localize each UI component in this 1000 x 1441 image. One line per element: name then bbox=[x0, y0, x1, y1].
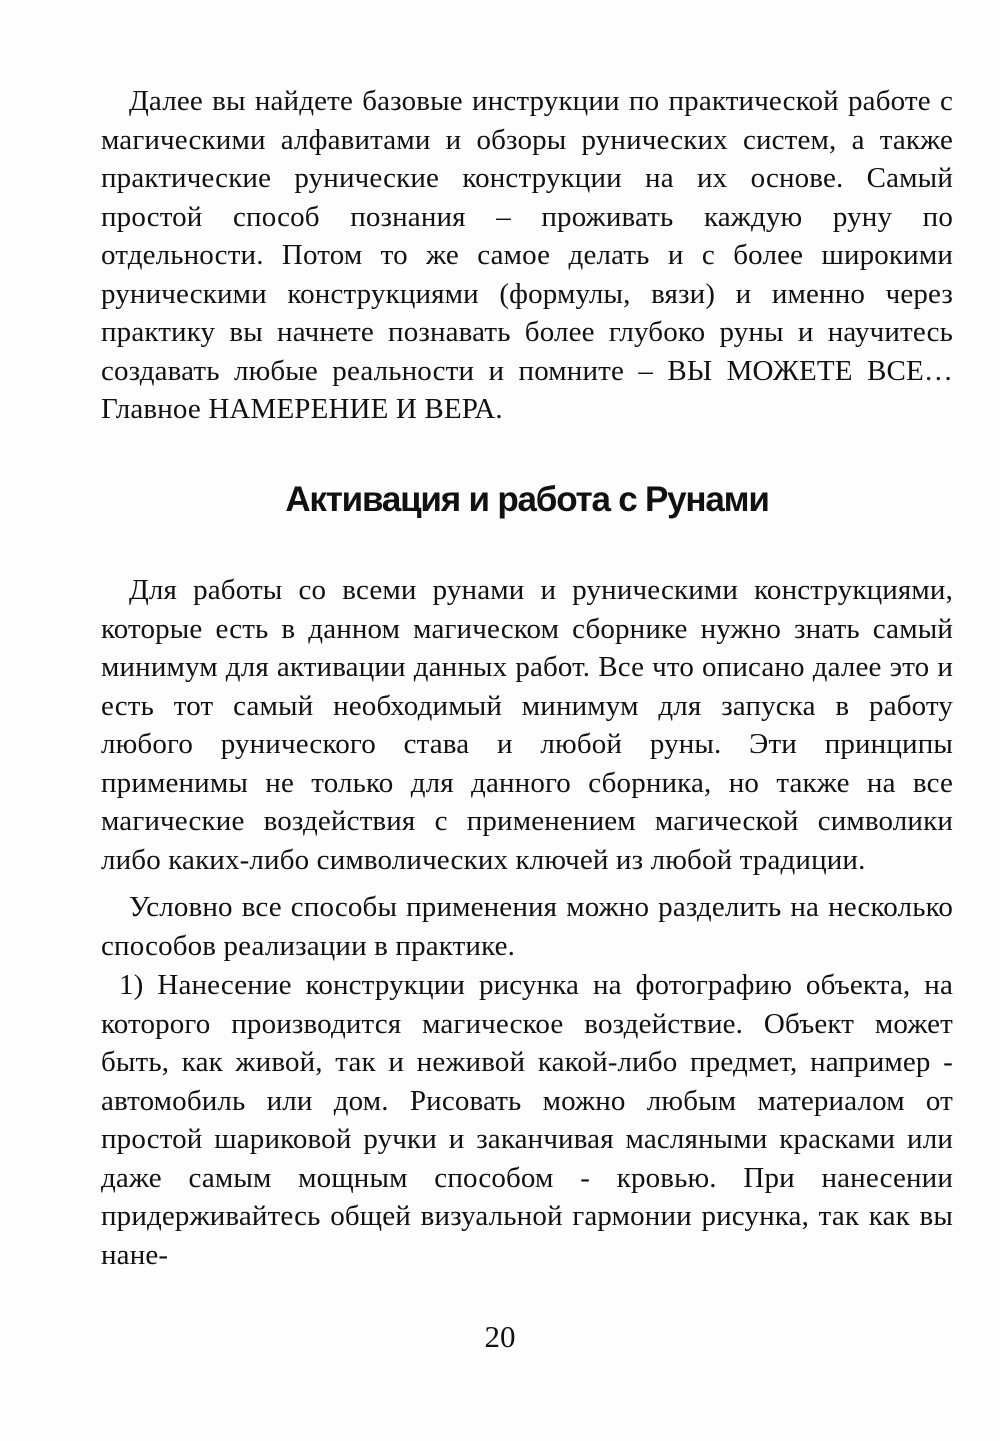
paragraph-method-1: 1) Нанесение конструкции рисунка на фотографию объекта, на которого производится магическое воздействие. Объект может быть, как живой, так и неживой какой-либо предмет, например - автомобиль или дом. Рисовать можно любым материалом от простой шариковой ручки и заканчивая масляными красками или даже самым мощным способом - кровью. При нанесении придерживайтесь общей визуальной гармонии рисунка, так как вы нане- bbox=[101, 969, 953, 1271]
paragraph-intro: Далее вы найдете базовые инструкции по практической работе с магическими алфавитами и обзоры рунических систем, а также практические рунические конструкции на их основе. Самый простой способ познания – проживать каждую руну по отдельности. Потом то же самое делать и с более широкими руническими конструкциями (формулы, вязи) и именно через практику вы начнете познавать более глубоко руны и научитесь создавать любые реальности и помните – ВЫ МОЖЕТЕ ВСЕ… Главное НАМЕРЕНИЕ И ВЕРА. bbox=[101, 85, 953, 425]
section-heading: Активация и работа с Рунами bbox=[285, 480, 769, 519]
page-number: 20 bbox=[484, 1319, 516, 1354]
paragraph-activation-intro: Для работы со всеми рунами и руническими конструкциями, которые есть в данном магическом сборнике нужно знать самый минимум для активации данных работ. Все что описано далее это и есть тот самый необходимый минимум для запуска в работу любого рунического става и любой руны. Эти принципы применимы не только для данного сборника, но также на все магические воздействия с применением магической символики либо каких-либо символических ключей из любой традиции. bbox=[101, 574, 953, 876]
paragraph-methods: Условно все способы применения можно разделить на несколько способов реализации в практике. bbox=[101, 891, 953, 962]
